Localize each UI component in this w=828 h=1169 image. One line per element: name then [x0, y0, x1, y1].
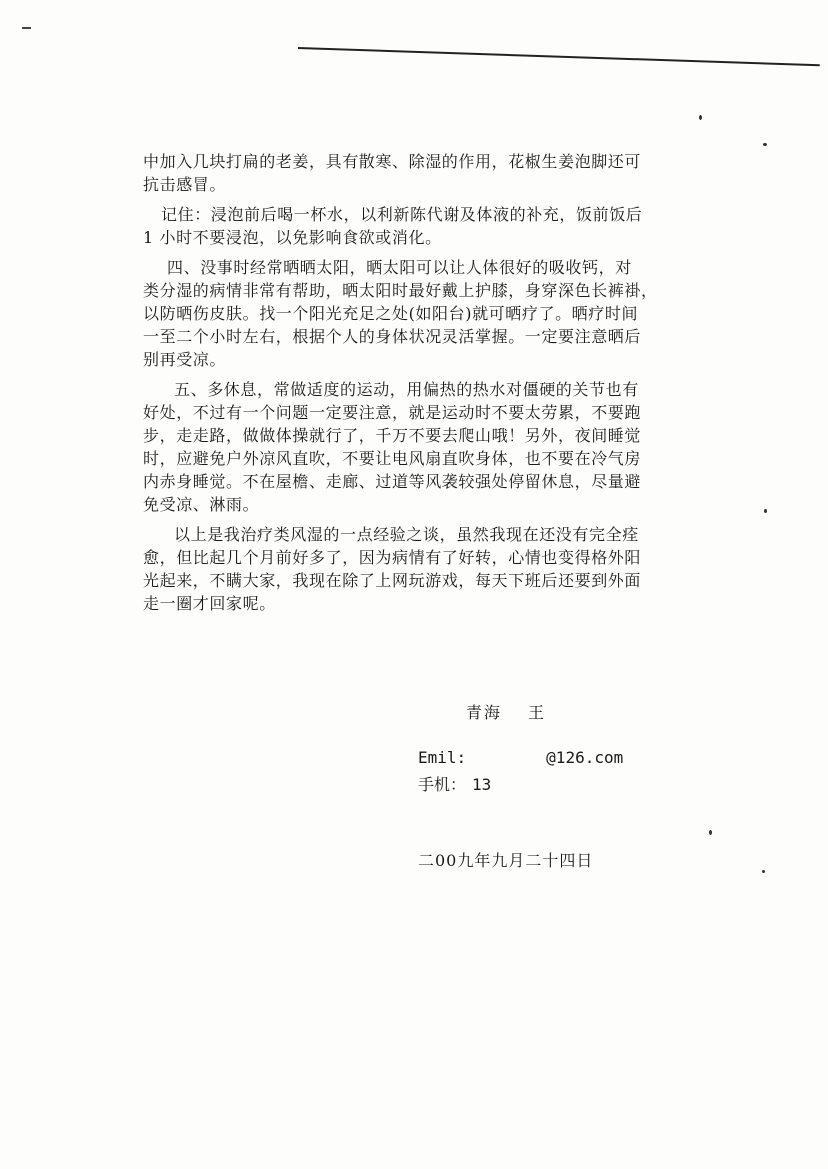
phone-number: 13 — [472, 775, 492, 794]
text-line: 走一圈才回家呢。 — [143, 594, 276, 613]
text-line: 步，走走路，做做体操就行了，千万不要去爬山哦！另外，夜间睡觉 — [143, 426, 642, 445]
text-line: 以上是我治疗类风湿的一点经验之谈，虽然我现在还没有完全痊 — [174, 525, 639, 544]
text-line: 类分湿的病情非常有帮助，晒太阳时最好戴上护膝，身穿深色长裤褂， — [143, 281, 658, 300]
text-line: 别再受凉。 — [143, 350, 227, 369]
text-line: 内赤身睡觉。不在屋檐、走廊、过道等风袭较强处停留休息，尽量避 — [143, 472, 642, 491]
text-line: 1 小时不要浸泡，以免影响食欲或消化。 — [143, 228, 442, 247]
scan-speck — [762, 870, 765, 873]
text-line: 记住：浸泡前后喝一杯水，以利新陈代谢及体液的补充，饭前饭后 — [161, 205, 643, 224]
email-domain: @126.com — [546, 748, 624, 767]
scan-speck — [763, 143, 767, 146]
text-line: 时，应避免户外凉风直吹，不要让电风扇直吹身体，也不要在冷气房 — [143, 449, 642, 468]
signature-place: 青海 — [466, 703, 503, 722]
signature-date: 二00九年九月二十四日 — [418, 851, 594, 870]
text-line: 好处，不过有一个问题一定要注意，就是运动时不要太劳累，不要跑 — [143, 403, 642, 422]
signature-given-name: 王 — [528, 703, 547, 722]
text-line: 抗击感冒。 — [143, 175, 227, 194]
scan-mark — [22, 27, 31, 29]
scan-speck — [709, 830, 712, 835]
text-line: 以防晒伤皮肤。找一个阳光充足之处(如阳台)就可晒疗了。晒疗时间 — [143, 304, 639, 323]
signature-phone — [418, 772, 491, 795]
signature-name — [466, 700, 546, 723]
text-line: 四、没事时经常晒晒太阳，晒太阳可以让人体很好的吸收钙，对 — [167, 258, 632, 277]
text-line: 免受凉、淋雨。 — [143, 495, 260, 514]
text-line: 愈，但比起几个月前好多了，因为病情有了好转，心情也变得格外阳 — [143, 548, 642, 567]
email-label: Emil: — [418, 748, 467, 767]
top-rule-line — [298, 47, 820, 66]
text-line: 光起来，不瞒大家，我现在除了上网玩游戏，每天下班后还要到外面 — [143, 571, 642, 590]
text-line: 中加入几块打扁的老姜，具有散寒、除湿的作用，花椒生姜泡脚还可 — [143, 152, 642, 171]
scan-speck — [699, 115, 702, 120]
text-line: 一至二个小时左右，根据个人的身体状况灵活掌握。一定要注意晒后 — [143, 327, 642, 346]
signature-email — [418, 748, 623, 767]
scan-speck — [764, 509, 767, 513]
letter-body — [143, 150, 733, 615]
phone-label: 手机： — [418, 775, 467, 794]
text-line: 五、多休息，常做适度的运动，用偏热的热水对僵硬的关节也有 — [174, 380, 639, 399]
